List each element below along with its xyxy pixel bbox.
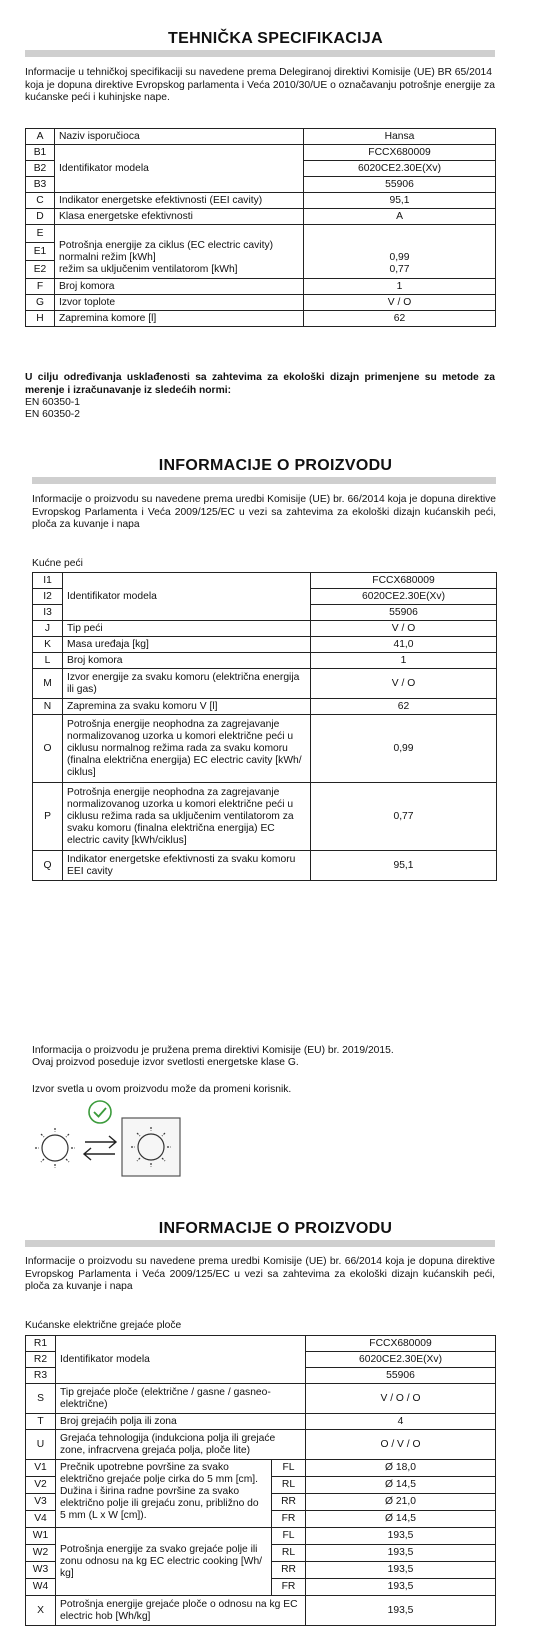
row-code: C — [26, 193, 55, 209]
row-value: Ø 21,0 — [306, 1494, 496, 1511]
row-label: Zapremina komore [l] — [55, 311, 304, 327]
row-value: 41,0 — [311, 637, 497, 653]
row-code: G — [26, 295, 55, 311]
row-code: E2 — [33, 264, 47, 275]
row-label: Identifikator modela — [55, 145, 304, 193]
row-value: V / O — [311, 669, 497, 699]
row-value: 193,5 — [306, 1545, 496, 1562]
row-code: V2 — [26, 1477, 56, 1494]
row-code: B2 — [26, 161, 55, 177]
section3-title: INFORMACIJE O PROIZVODU — [158, 1220, 393, 1237]
row-value: 0,99 — [311, 715, 497, 783]
row-code: O — [33, 715, 63, 783]
row-label: Izvor energije za svaku komoru (električna energija ili gas) — [63, 669, 311, 699]
row-label: Broj grejaćih polja ili zona — [56, 1414, 306, 1430]
light-bulb-icon — [35, 1128, 75, 1168]
row-code: W2 — [26, 1545, 56, 1562]
boxed-light-bulb-icon — [122, 1118, 180, 1176]
row-label: Identifikator modela — [56, 1336, 306, 1384]
zone-position: RL — [272, 1545, 306, 1562]
row-value: FCCX680009 — [311, 573, 497, 589]
row-value: A — [304, 209, 496, 225]
row-code: X — [26, 1596, 56, 1626]
row-value: 193,5 — [306, 1528, 496, 1545]
row-code: I2 — [33, 589, 63, 605]
row-label: normalni režim [kWh] — [59, 252, 156, 263]
row-label: Tip peći — [63, 621, 311, 637]
row-value: V / O / O — [306, 1384, 496, 1414]
row-value: 4 — [306, 1414, 496, 1430]
row-label: Identifikator modela — [63, 573, 311, 621]
row-code: D — [26, 209, 55, 225]
row-label: Prečnik upotrebne površine za svako električno grejaće polje cirka do 5 mm [cm]. Dužina i širina radne površine za svako električno polje ili grejaću zonu, približno do 5 mm (L x W [cm]). — [56, 1460, 272, 1528]
table-caption: Kućne peći — [32, 558, 83, 569]
title-underline — [32, 477, 496, 484]
zone-position: FR — [272, 1511, 306, 1528]
row-code: V3 — [26, 1494, 56, 1511]
section3-intro: Informacije o proizvodu su navedene prema uredbi Komisije (UE) br. 66/2014 koja je dopuna direktive Evropskog Parlamenta i Veća 2009/125/EC u vezi sa zahtevima za ekološki dizajn kućanskih peći, ploča za kuvanje i napa — [25, 1256, 495, 1292]
row-value: 55906 — [304, 177, 496, 193]
row-value: 1 — [304, 279, 496, 295]
zone-position: FR — [272, 1579, 306, 1596]
row-label: Masa uređaja [kg] — [63, 637, 311, 653]
row-code: K — [33, 637, 63, 653]
row-code: N — [33, 699, 63, 715]
oven-info-table — [32, 572, 497, 881]
row-code: W3 — [26, 1562, 56, 1579]
row-value: Hansa — [304, 129, 496, 145]
row-value: 95,1 — [311, 851, 497, 881]
row-label: Izvor toplote — [55, 295, 304, 311]
row-value: 1 — [311, 653, 497, 669]
lighting-line: Ovaj proizvod poseduje izvor svetlosti energetske klase G. — [32, 1057, 299, 1068]
section2-intro: Informacije o proizvodu su navedene prema uredbi Komisije (UE) br. 66/2014 koja je dopuna direktive Evropskog Parlamenta i Veća 2009/125/EC u vezi sa zahtevima za ekološki dizajn kućanskih peći, ploča za kuvanje i napa — [32, 494, 496, 530]
zone-position: FL — [272, 1460, 306, 1477]
hob-info-table — [25, 1335, 496, 1626]
row-label: režim sa uključenim ventilatorom [kWh] — [59, 264, 238, 275]
row-label: Potrošnja energije neophodna za zagrejavanje normalizovanog uzorka u komori električne peći u ciklusu normalnog režima rada za svaku komoru (finalna električna energija) EC electric cavity [kWh/ ciklus] — [63, 715, 311, 783]
row-code: B1 — [26, 145, 55, 161]
row-code: R2 — [26, 1352, 56, 1368]
row-value: 0,77 — [389, 264, 410, 275]
row-value: Ø 18,0 — [306, 1460, 496, 1477]
zone-position: FL — [272, 1528, 306, 1545]
row-label: Broj komora — [63, 653, 311, 669]
row-value: 193,5 — [306, 1579, 496, 1596]
row-code: B3 — [26, 177, 55, 193]
row-value: V / O — [304, 295, 496, 311]
row-code-group — [26, 225, 55, 279]
row-value: 193,5 — [306, 1562, 496, 1579]
row-value: Ø 14,5 — [306, 1477, 496, 1494]
row-value: 55906 — [311, 605, 497, 621]
row-value: 95,1 — [304, 193, 496, 209]
row-value: V / O — [311, 621, 497, 637]
row-label: Tip grejaće ploče (električne / gasne / gasneo-električne) — [56, 1384, 306, 1414]
row-code: W4 — [26, 1579, 56, 1596]
replaceable-light-source-icon — [30, 1098, 190, 1178]
section2-title: INFORMACIJE O PROIZVODU — [158, 457, 393, 474]
check-icon — [89, 1101, 111, 1123]
row-value: 6020CE2.30E(Xv) — [311, 589, 497, 605]
zone-position: RL — [272, 1477, 306, 1494]
row-label: Indikator energetske efektivnosti za svaku komoru EEI cavity — [63, 851, 311, 881]
tech-spec-table — [25, 128, 496, 327]
row-label: Potrošnja energije za svako grejaće polje ili zonu odnosu na kg EC electric cooking [Wh/ kg] — [56, 1528, 272, 1596]
row-code: V4 — [26, 1511, 56, 1528]
row-code: E1 — [26, 243, 54, 261]
norm-item: EN 60350-1 — [25, 397, 80, 408]
norms-heading: U cilju određivanja usklađenosti sa zahtevima za ekološki dizajn primenjene su metode za merenje i izračunavanje iz sledećih normi: — [25, 372, 495, 396]
row-value: 0,77 — [311, 783, 497, 851]
row-label: Broj komora — [55, 279, 304, 295]
row-value: 62 — [311, 699, 497, 715]
row-value: 6020CE2.30E(Xv) — [306, 1352, 496, 1368]
zone-position: RR — [272, 1494, 306, 1511]
row-label-group — [55, 225, 304, 279]
row-label: Klasa energetske efektivnosti — [55, 209, 304, 225]
row-code: V1 — [26, 1460, 56, 1477]
row-value: 0,99 — [389, 252, 410, 263]
row-label: Potrošnja energije za ciklus (EC electric cavity) — [59, 240, 274, 251]
row-value: FCCX680009 — [306, 1336, 496, 1352]
section1-intro: Informacije u tehničkoj specifikaciji su navedene prema Delegiranoj direktivi Komisije (UE) BR 65/2014 koja je dopuna direktive Evropskog parlamenta i Veća 2010/30/UE o označavanju potrošnje energije za kućanske peći i kuhinjske nape. — [25, 67, 495, 103]
row-code: J — [33, 621, 63, 637]
row-value: FCCX680009 — [304, 145, 496, 161]
title-underline — [25, 1240, 495, 1247]
row-code: W1 — [26, 1528, 56, 1545]
zone-position: RR — [272, 1562, 306, 1579]
row-code: S — [26, 1384, 56, 1414]
row-code: R1 — [26, 1336, 56, 1352]
row-code: L — [33, 653, 63, 669]
row-code: E — [26, 225, 54, 243]
row-value: Ø 14,5 — [306, 1511, 496, 1528]
row-value: 6020CE2.30E(Xv) — [304, 161, 496, 177]
row-label: Indikator energetske efektivnosti (EEI cavity) — [55, 193, 304, 209]
lighting-line: Informacija o proizvodu je pružena prema direktivi Komisije (EU) br. 2019/2015. — [32, 1045, 394, 1056]
table-caption: Kućanske električne grejaće ploče — [25, 1320, 182, 1331]
section1-title: TEHNIČKA SPECIFIKACIJA — [168, 30, 383, 47]
row-code: M — [33, 669, 63, 699]
row-code: R3 — [26, 1368, 56, 1384]
row-code: Q — [33, 851, 63, 881]
row-label: Potrošnja energije grejaće ploče o odnosu na kg EC electric hob [Wh/kg] — [56, 1596, 306, 1626]
row-value: 55906 — [306, 1368, 496, 1384]
lighting-line: Izvor svetla u ovom proizvodu može da promeni korisnik. — [32, 1084, 292, 1095]
row-code: F — [26, 279, 55, 295]
row-code: A — [26, 129, 55, 145]
row-value: 62 — [304, 311, 496, 327]
row-code: U — [26, 1430, 56, 1460]
row-label: Naziv isporučioca — [55, 129, 304, 145]
row-label: Zapremina za svaku komoru V [l] — [63, 699, 311, 715]
swap-arrows-icon — [84, 1136, 116, 1160]
row-code: I1 — [33, 573, 63, 589]
title-underline — [25, 50, 495, 57]
norm-item: EN 60350-2 — [25, 409, 80, 420]
row-code: T — [26, 1414, 56, 1430]
row-label: Grejaća tehnologija (indukciona polja ili grejaće zone, infracrvena grejaća polja, ploče lite) — [56, 1430, 306, 1460]
row-code: H — [26, 311, 55, 327]
row-value: O / V / O — [306, 1430, 496, 1460]
row-code: I3 — [33, 605, 63, 621]
row-value: 193,5 — [306, 1596, 496, 1626]
row-value-group — [304, 225, 496, 279]
row-code: P — [33, 783, 63, 851]
row-label: Potrošnja energije neophodna za zagrejavanje normalizovanog uzorka u komori električne peći u ciklusu režima rada sa uključenim ventilatorom za svaku komoru (finalna električna energija) EC electric cavity [kWh/ciklus] — [63, 783, 311, 851]
